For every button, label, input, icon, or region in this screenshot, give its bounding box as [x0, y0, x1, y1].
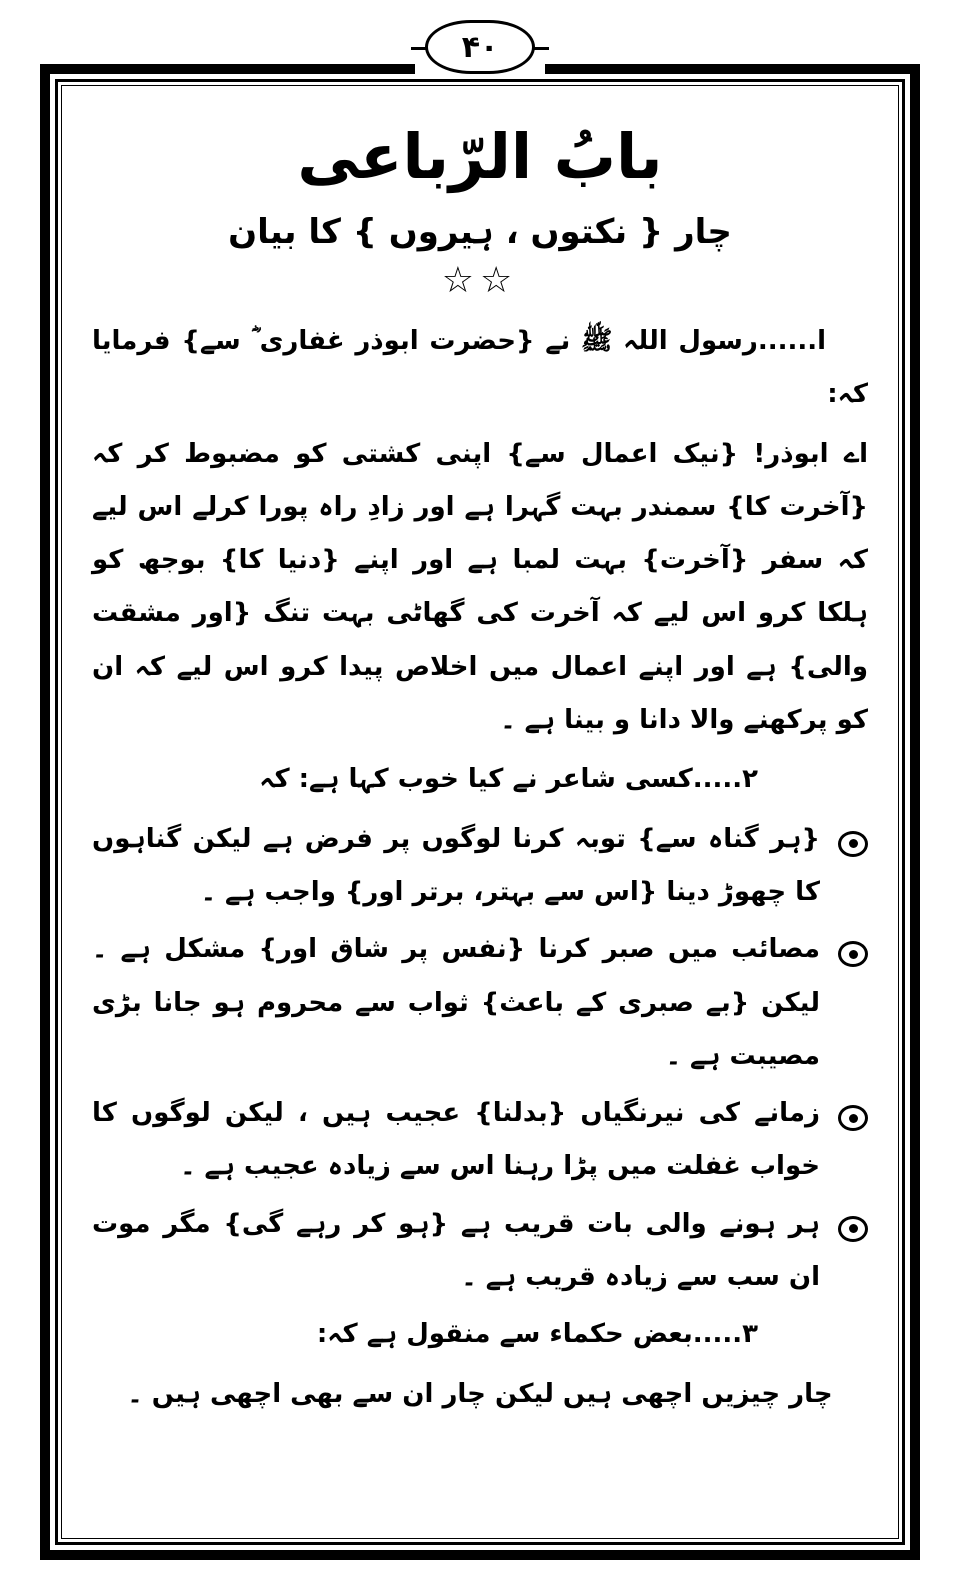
list-item-text: مصائب میں صبر کرنا {نفس پر شاق اور} مشکل ہے ۔لیکن {بے صبری کے باعث} ثواب سے محروم ہو جانا بڑی مصیبت ہے ۔ [92, 934, 820, 1071]
page-number-ornament [415, 16, 545, 78]
bullseye-bullet-icon [838, 941, 868, 967]
list-item-text: زمانے کی نیرنگیاں {بدلنا} عجیب ہیں ، لیکن لوگوں کا خواب غفلت میں پڑا رہنا اس سے زیادہ عجیب ہے ۔ [92, 1098, 820, 1182]
paragraph-hukama-intro: ۳.....بعض حکماء سے منقول ہے کہ: [316, 1319, 758, 1350]
list-item [92, 923, 868, 1083]
page-number: ۴۰ [461, 29, 499, 65]
list-item-text: ہر ہونے والی بات قریب ہے {ہو کر رہے گی} مگر موت ان سب سے زیادہ قریب ہے ۔ [92, 1208, 820, 1293]
chapter-title: بابُ الرّباعی [297, 120, 663, 193]
paragraph-poet-intro: ۲.....کسی شاعر نے کیا خوب کہا ہے: کہ [259, 764, 758, 795]
bullseye-bullet-icon [838, 1216, 868, 1242]
paragraph-hadith-intro: ا......رسول اللہ ﷺ نے {حضرت ابوذر غفاری ؓ سے} فرمایا کہ: [92, 326, 868, 410]
paragraph-four-things: چار چیزیں اچھی ہیں لیکن چار ان سے بھی اچھی ہیں ۔ [127, 1378, 833, 1409]
page-frame-middle [55, 79, 905, 1545]
chapter-subtitle: چار { نکتوں ، ہیروں } کا بیان [228, 212, 732, 252]
bullet-list [92, 813, 868, 1305]
page-frame-outer [40, 64, 920, 1560]
bullseye-bullet-icon [838, 1105, 868, 1131]
list-item [92, 1198, 868, 1305]
list-item-text: {ہر گناہ سے} توبہ کرنا لوگوں پر فرض ہے لیکن گناہوں کا چھوڑ دینا {اس سے بہتر، برتر اور} واجب ہے ۔ [92, 823, 820, 907]
bullseye-bullet-icon [838, 831, 868, 857]
page-content [61, 85, 899, 1539]
list-item [92, 813, 868, 920]
star-ornament: ☆☆ [441, 260, 519, 301]
paragraph-hadith-body: اے ابوذر! {نیک اعمال سے} اپنی کشتی کو مضبوط کر کہ {آخرت کا} سمندر بہت گہرا ہے اور زادِ راہ پورا کرلے اس لیے کہ سفر {آخرت} بہت لمبا ہے اور اپنے {دنیا کا} بوجھ کو ہلکا کرو اس لیے کہ آخرت کی گھاٹی بہت تنگ {اور مشقت والی} ہے اور اپنے اعمال میں اخلاص پیدا کرو اس لیے کہ ان کو پرکھنے والا دانا و بینا ہے ۔ [92, 438, 868, 736]
list-item [92, 1087, 868, 1194]
